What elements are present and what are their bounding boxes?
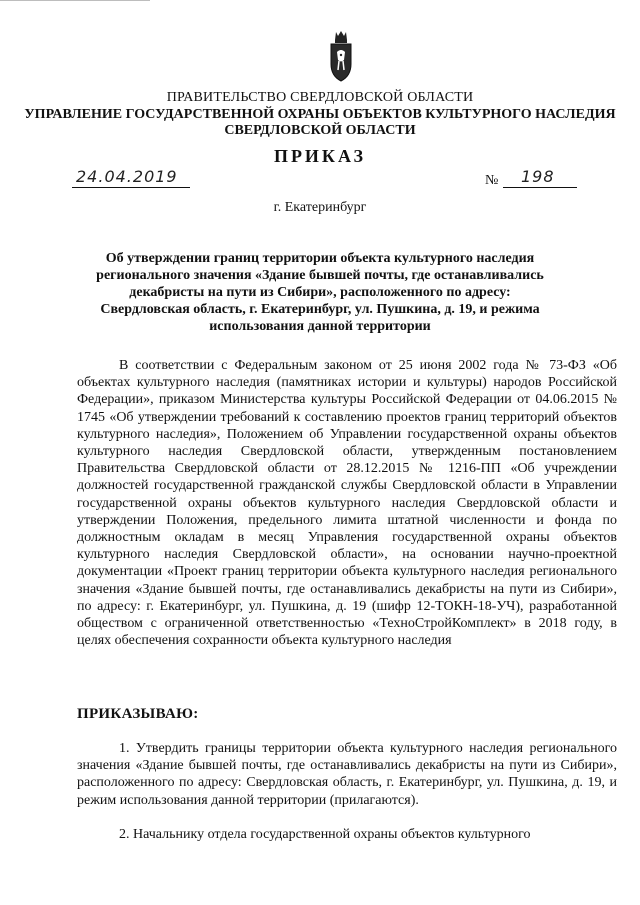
number-field [503,169,577,188]
document-type: ПРИКАЗ [273,146,367,166]
orders-heading: ПРИКАЗЫВАЮ: [77,706,199,722]
order-item-1: 1. Утвердить границы территории объекта культурного наследия регионального значения «Здание бывшей почты, где останавливались декабристы на пути из Сибири», расположенного по адресу: Свердловская область, г. Екатеринбург, ул. Пушкина, д. 19, и режим использования данной территории (прилагаются). [77,741,617,808]
department-name: УПРАВЛЕНИЕ ГОСУДАРСТВЕННОЙ ОХРАНЫ ОБЪЕКТОВ КУЛЬТУРНОГО НАСЛЕДИЯ СВЕРДЛОВСКОЙ ОБЛАСТИ [24,107,616,138]
coat-of-arms-icon [328,30,354,82]
city: г. Екатеринбург [273,200,367,215]
order-number: 198 [521,167,555,186]
order-item-2: 2. Начальнику отдела государственной охраны объектов культурного [119,827,531,842]
order-date: 24.04.2019 [76,167,178,186]
government-name: ПРАВИТЕЛЬСТВО СВЕРДЛОВСКОЙ ОБЛАСТИ [166,90,474,105]
page-top-rule [0,0,150,1]
number-sign: № [485,173,499,188]
order-subject: Об утверждении границ территории объекта культурного наследия регионального значения «Здание бывшей почты, где останавливались декабристы на пути из Сибири», расположенного по адресу: Свердловская область, г. Екатеринбург, ул. Пушкина, д. 19, и режима использования данной территории [96,251,544,334]
preamble-paragraph: В соответствии с Федеральным законом от 25 июня 2002 года № 73-ФЗ «Об объектах культурного наследия (памятниках истории и культуры) народов Российской Федерации», приказом Министерства культуры Российской Федерации от 04.06.2015 № 1745 «Об утверждении требований к составлению проектов границ территорий объектов культурного наследия», Положением об Управлении государственной охраны объектов культурного наследия Свердловской области, утвержденным постановлением Правительства Свердловской области от 28.12.2015 № 1216-ПП «Об учреждении должностей государственной гражданской службы Свердловской области в Управлении государственной охраны объектов культурного наследия Свердловской области и утверждении Положения, предельного лимита штатной численности и фонда по должностным окладам в месяц Управления государственной охраны объектов культурного наследия Свердловской области», на основании научно-проектной документации «Проект границ территории объекта культурного наследия регионального значения «Здание бывшей почты, где останавливались декабристы на пути из Сибири», по адресу: г. Екатеринбург, ул. Пушкина, д. 19 (шифр 12-ТОКН-18-УЧ), разработанной обществом с ограниченной ответственностью «ТехноСтройКомплект» в 2018 году, в целях обеспечения сохранности объекта культурного наследия [77,358,617,649]
date-field [72,169,190,188]
